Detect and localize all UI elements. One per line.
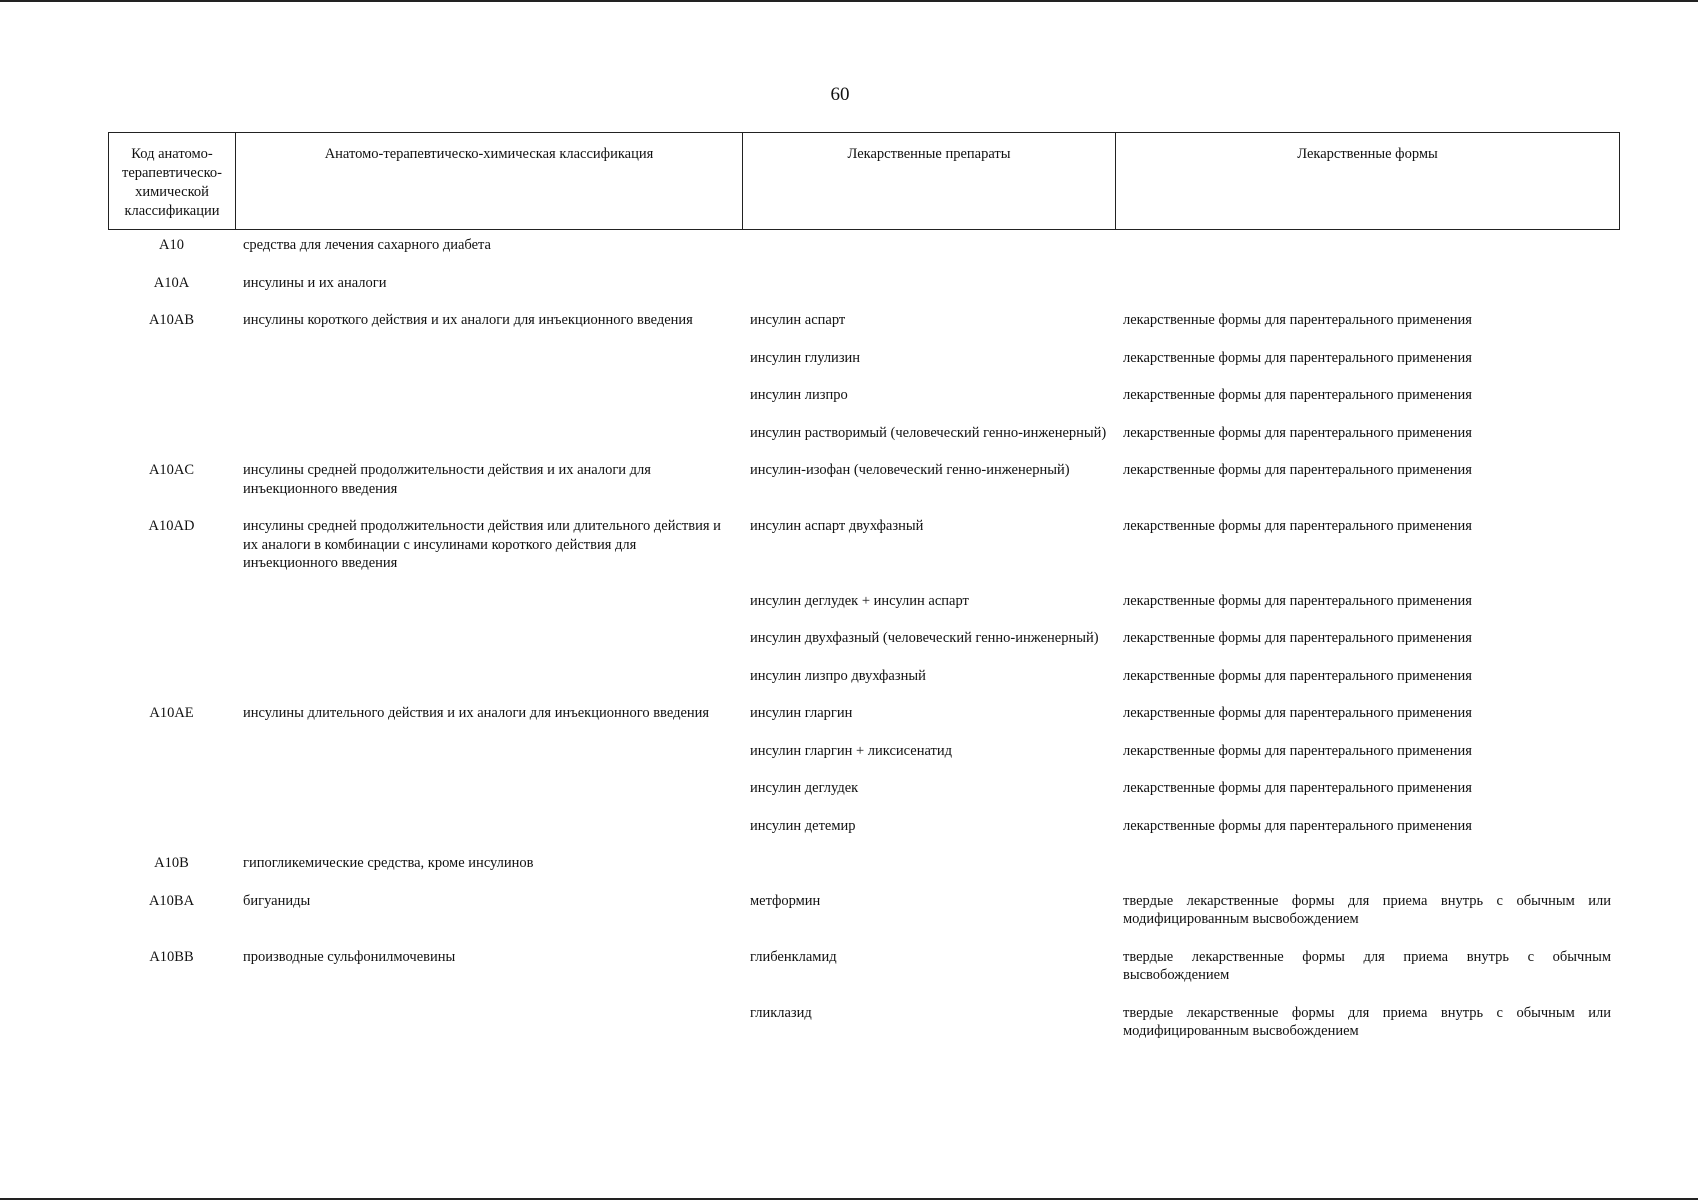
cell-atc: производные сульфонилмочевины <box>243 948 456 965</box>
cell-code: A10AB <box>148 312 195 328</box>
table-row <box>108 510 1619 585</box>
cell-form: лекарственные формы для парентерального применения <box>1123 742 1472 759</box>
table-row <box>108 585 1619 623</box>
cell-code <box>108 810 235 848</box>
cell-drug: инсулин-изофан (человеческий генно-инженерный) <box>750 462 1070 478</box>
cell-atc: средства для лечения сахарного диабета <box>243 237 491 253</box>
cell-form: лекарственные формы для парентерального применения <box>1123 817 1472 834</box>
page-number: 60 <box>830 84 850 105</box>
cell-code: A10A <box>153 274 190 291</box>
cell-form: лекарственные формы для парентерального применения <box>1123 462 1472 478</box>
cell-code <box>108 772 235 810</box>
cell-atc <box>235 997 742 1053</box>
cell-code: A10BB <box>149 948 194 965</box>
cell-atc: инсулины средней продолжительности действия или длительного действия и их аналоги в комбинации с инсулинами короткого действия для инъекционного введения <box>243 518 721 571</box>
cell-form: лекарственные формы для парентерального применения <box>1123 387 1472 403</box>
table-row <box>108 810 1619 848</box>
cell-drug <box>742 267 1115 305</box>
cell-drug: инсулин двухфазный (человеческий генно-инженерный) <box>750 630 1099 646</box>
cell-code: A10BA <box>148 892 195 909</box>
cell-atc <box>235 810 742 848</box>
cell-drug: инсулин деглудек + инсулин аспарт <box>750 592 969 609</box>
cell-form: лекарственные формы для парентерального применения <box>1123 518 1472 534</box>
table-row <box>108 379 1619 417</box>
cell-code <box>108 735 235 773</box>
cell-drug: инсулин лизпро двухфазный <box>750 667 926 684</box>
cell-code: A10AE <box>149 705 194 721</box>
cell-code: A10B <box>154 855 189 871</box>
cell-form: твердые лекарственные формы для приема внутрь с обычным или модифицированным высвобождением <box>1123 1004 1611 1039</box>
cell-drug: инсулин лизпро <box>750 387 848 403</box>
cell-form <box>1115 847 1619 885</box>
header-atc: Анатомо-терапевтическо-химическая классификация <box>236 133 743 230</box>
cell-form: лекарственные формы для парентерального применения <box>1123 349 1472 366</box>
cell-code <box>108 622 235 660</box>
table-row <box>108 885 1619 941</box>
table-row <box>108 229 1619 267</box>
cell-atc <box>235 585 742 623</box>
cell-atc: бигуаниды <box>243 892 311 909</box>
cell-atc: инсулины средней продолжительности действия и их аналоги для инъекционного введения <box>243 462 651 497</box>
cell-atc: инсулины короткого действия и их аналоги для инъекционного введения <box>243 312 693 328</box>
table-row <box>108 304 1619 342</box>
cell-code <box>108 379 235 417</box>
table-row <box>108 697 1619 735</box>
header-code: Код анатомо-терапевтическо-химической классификации <box>109 133 236 230</box>
cell-atc <box>235 772 742 810</box>
table-row <box>108 997 1619 1053</box>
cell-atc <box>235 417 742 455</box>
cell-form: лекарственные формы для парентерального применения <box>1123 630 1472 646</box>
cell-form <box>1115 267 1619 305</box>
table-row <box>108 622 1619 660</box>
cell-drug: инсулин гларгин <box>750 705 853 721</box>
cell-form: твердые лекарственные формы для приема внутрь с обычным или модифицированным высвобождением <box>1123 892 1611 927</box>
cell-code <box>108 997 235 1053</box>
cell-form <box>1115 229 1619 267</box>
cell-form: лекарственные формы для парентерального применения <box>1123 667 1472 684</box>
table-row <box>108 417 1619 455</box>
drug-table <box>108 229 1619 1053</box>
cell-form: лекарственные формы для парентерального применения <box>1123 705 1472 721</box>
cell-drug: инсулин аспарт <box>750 312 846 328</box>
table-row <box>108 941 1619 997</box>
cell-drug: инсулин глулизин <box>750 349 861 366</box>
table-row <box>108 772 1619 810</box>
cell-drug: инсулин деглудек <box>750 780 859 796</box>
table-row <box>108 735 1619 773</box>
cell-form: твердые лекарственные формы для приема внутрь с обычным высвобождением <box>1123 948 1611 983</box>
cell-drug: глибенкламид <box>750 948 837 965</box>
cell-code: A10AC <box>148 462 195 478</box>
cell-drug <box>742 847 1115 885</box>
header-forms: Лекарственные формы <box>1116 133 1620 230</box>
cell-form: лекарственные формы для парентерального применения <box>1123 424 1472 441</box>
cell-drug: инсулин детемир <box>750 817 856 834</box>
table-row <box>108 342 1619 380</box>
cell-atc <box>235 379 742 417</box>
cell-drug: инсулин гларгин + ликсисенатид <box>750 742 953 759</box>
cell-drug: инсулин растворимый (человеческий генно-инженерный) <box>750 424 1107 441</box>
cell-code <box>108 342 235 380</box>
cell-code: A10 <box>159 237 184 253</box>
table-row <box>108 847 1619 885</box>
cell-atc: инсулины и их аналоги <box>243 274 387 291</box>
cell-form: лекарственные формы для парентерального применения <box>1123 780 1472 796</box>
cell-code <box>108 660 235 698</box>
cell-atc: гипогликемические средства, кроме инсулинов <box>243 855 534 871</box>
cell-drug: метформин <box>750 892 821 909</box>
table-row <box>108 660 1619 698</box>
table-header <box>108 132 1620 230</box>
cell-atc <box>235 342 742 380</box>
cell-atc <box>235 735 742 773</box>
cell-atc <box>235 622 742 660</box>
header-drugs: Лекарственные препараты <box>743 133 1116 230</box>
cell-code <box>108 585 235 623</box>
cell-form: лекарственные формы для парентерального применения <box>1123 592 1472 609</box>
cell-drug <box>742 229 1115 267</box>
cell-atc <box>235 660 742 698</box>
cell-atc: инсулины длительного действия и их аналоги для инъекционного введения <box>243 705 710 721</box>
cell-drug: гликлазид <box>750 1004 812 1021</box>
table-row <box>108 267 1619 305</box>
cell-code <box>108 417 235 455</box>
table-row <box>108 454 1619 510</box>
cell-drug: инсулин аспарт двухфазный <box>750 518 924 534</box>
cell-code: A10AD <box>148 518 195 534</box>
cell-form: лекарственные формы для парентерального применения <box>1123 312 1472 328</box>
